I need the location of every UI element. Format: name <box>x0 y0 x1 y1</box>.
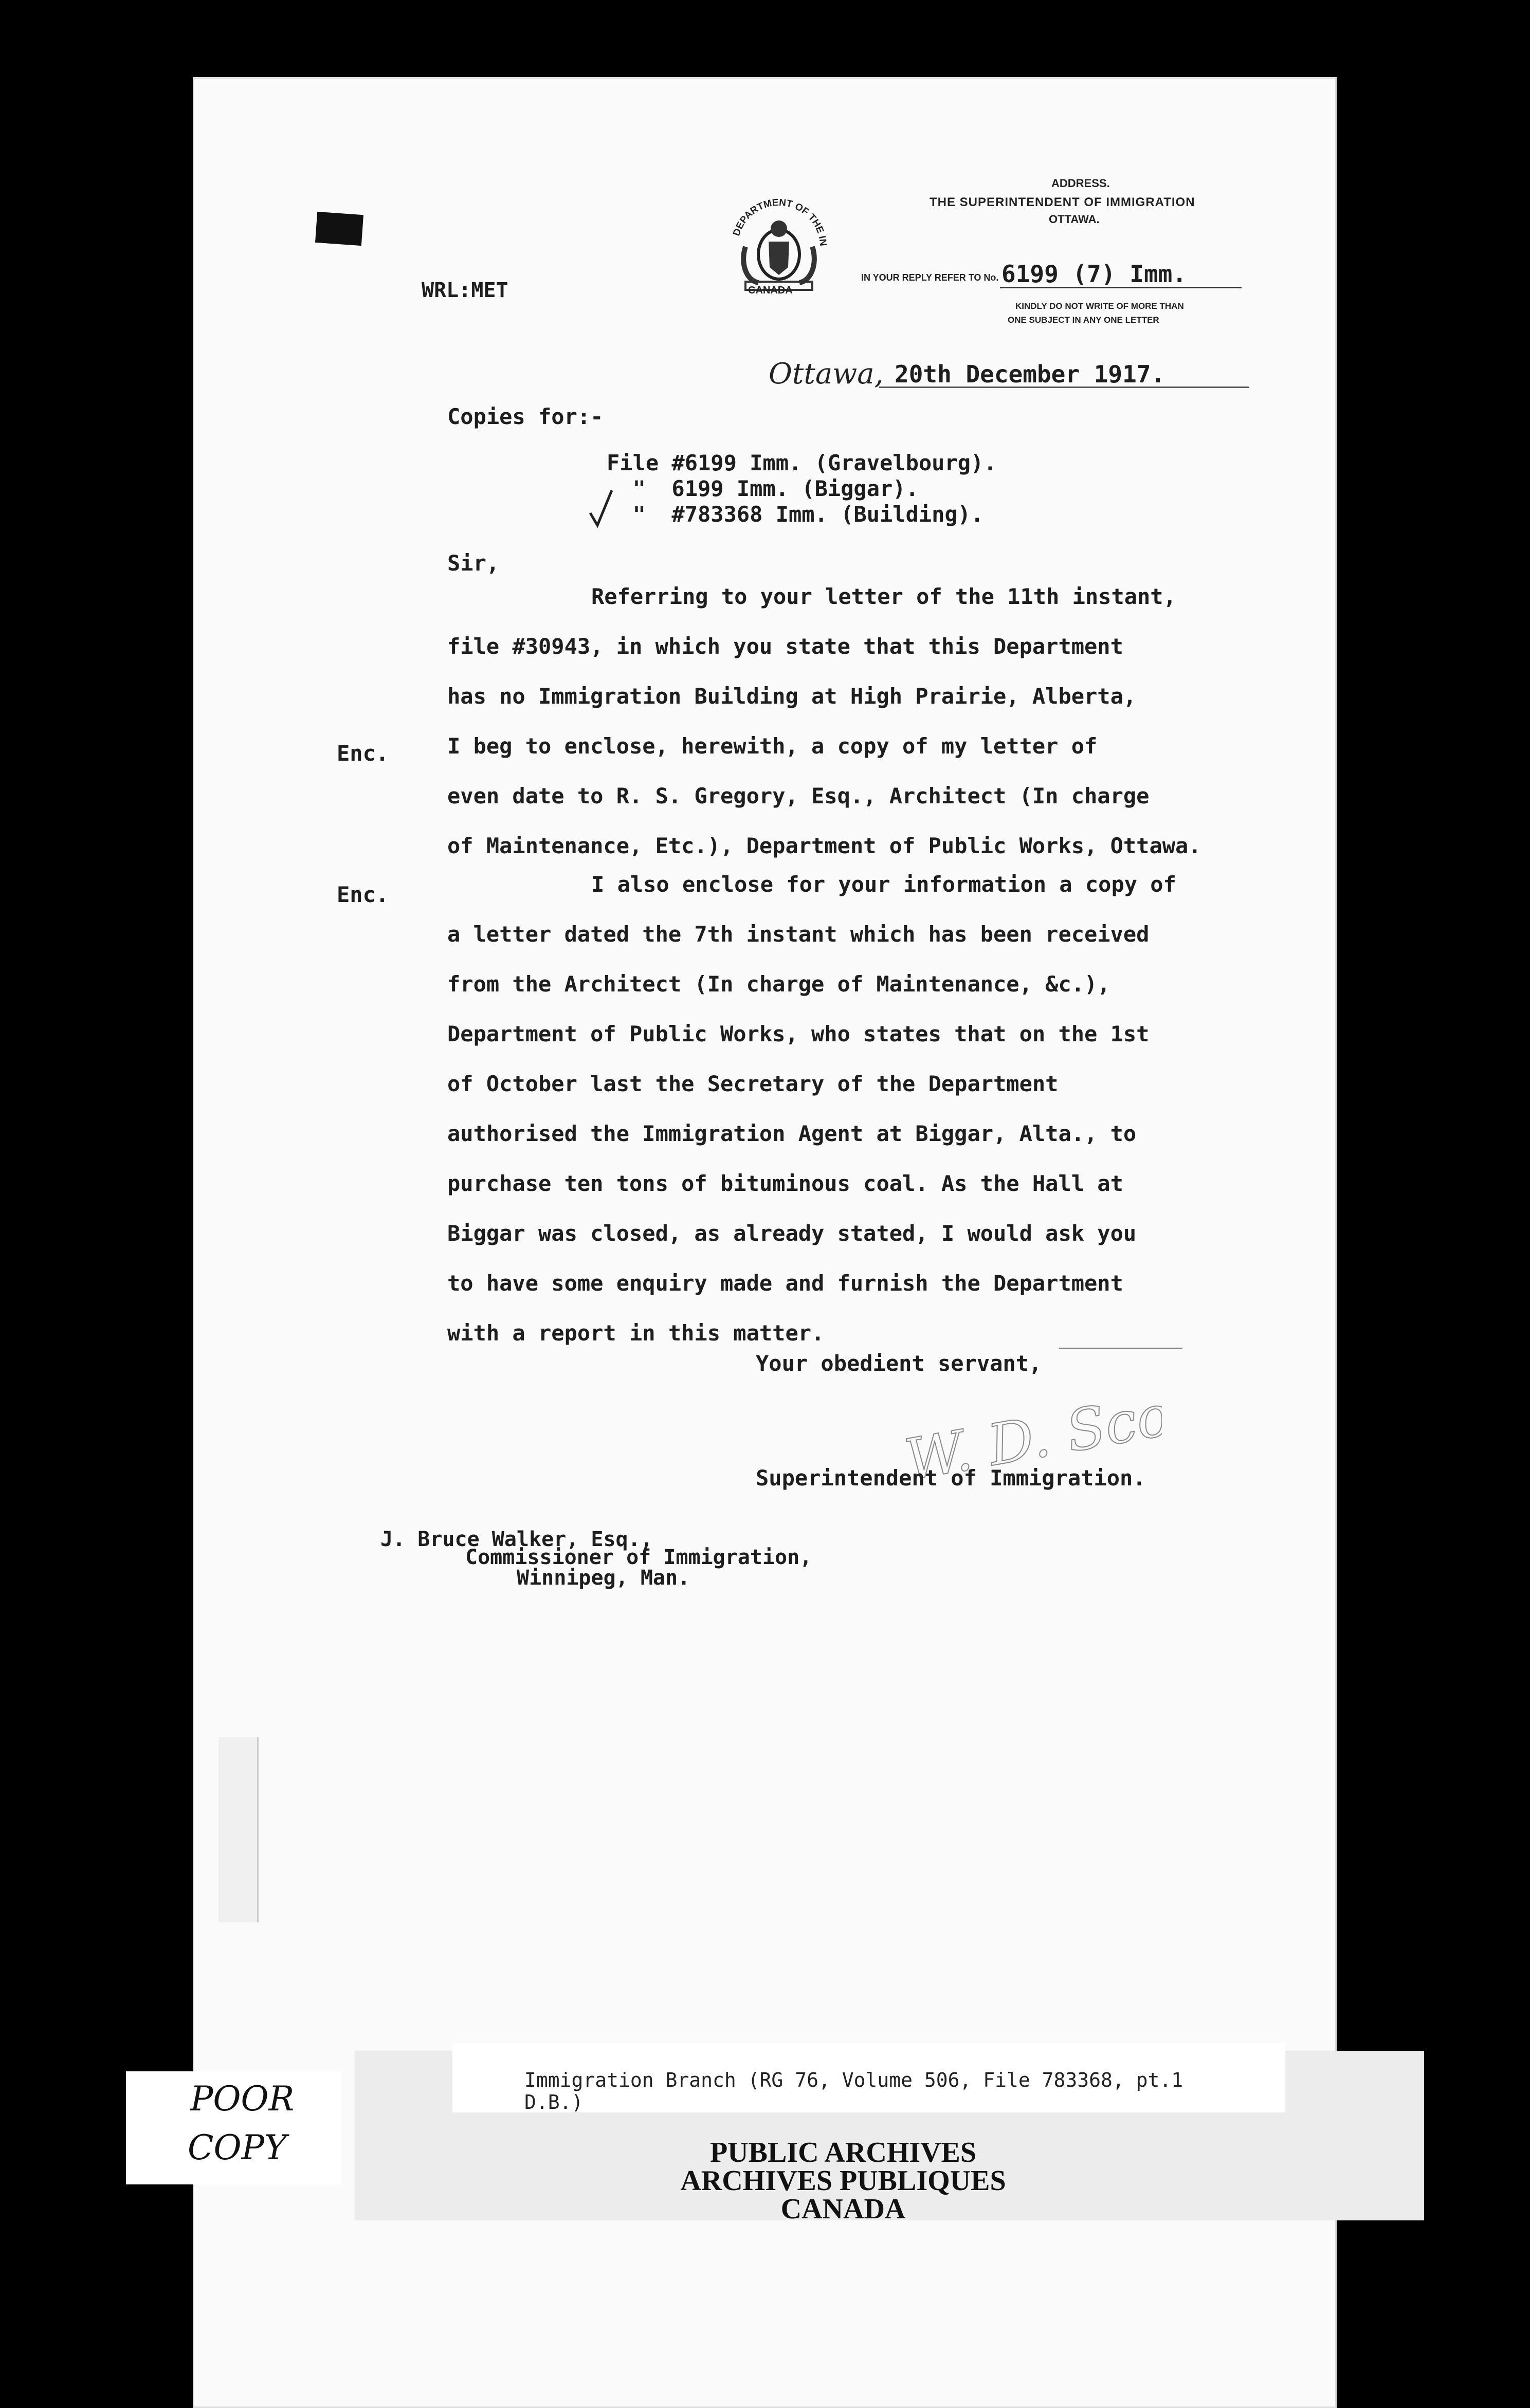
body-line-5: even date to R. S. Gregory, Esq., Architect (In charge <box>447 783 1150 808</box>
crest-top-text: DEPARTMENT OF THE IN <box>731 197 829 247</box>
letter-date: 20th December 1917. <box>895 360 1165 388</box>
addressee-line-3: Winnipeg, Man. <box>517 1566 690 1590</box>
body-line-3: has no Immigration Building at High Prairie, Alberta, <box>447 684 1137 709</box>
reply-refer-label: IN YOUR REPLY REFER TO No. <box>861 272 999 283</box>
addressee-line-1: J. Bruce Walker, Esq., <box>380 1528 653 1551</box>
salutation: Sir, <box>447 550 500 576</box>
body-line-16: with a report in this matter. <box>447 1320 825 1346</box>
date-underline <box>879 387 1249 388</box>
body-line-7: I also enclose for your information a copy of <box>591 872 1176 897</box>
svg-text:W. D. Scott: W. D. Scott <box>900 1383 1162 1485</box>
archive-stamp-line3: CANADA <box>780 2193 906 2225</box>
enc-marker-2: Enc. <box>337 882 389 907</box>
copies-heading: Copies for:- <box>447 404 604 429</box>
body-line-2: file #30943, in which you state that this Department <box>447 634 1123 659</box>
closing: Your obedient servant, <box>756 1351 1042 1376</box>
paper-edge-tab <box>218 1737 259 1922</box>
addressee-line-2: Commissioner of Immigration, <box>465 1546 812 1569</box>
check-mark-icon <box>586 488 617 531</box>
body-line-14: Biggar was closed, as already stated, I would ask you <box>447 1221 1137 1246</box>
reply-underline <box>1000 287 1242 288</box>
reply-reference-number: 6199 (7) Imm. <box>1001 260 1187 288</box>
crest-bottom-text: CANADA <box>748 285 793 296</box>
body-line-15: to have some enquiry made and furnish the Department <box>447 1271 1123 1296</box>
svg-text:DEPARTMENT OF THE INTERIOR <box>717 185 828 247</box>
body-line-4: I beg to enclose, herewith, a copy of my letter of <box>447 733 1098 759</box>
body-line-12: authorised the Immigration Agent at Biggar, Alta., to <box>447 1121 1137 1146</box>
address-line2: OTTAWA. <box>1049 213 1100 226</box>
address-line1: THE SUPERINTENDENT OF IMMIGRATION <box>930 195 1195 209</box>
notice-line1: KINDLY DO NOT WRITE OF MORE THAN <box>1015 301 1184 311</box>
closing-rule <box>1059 1348 1182 1349</box>
body-line-6: of Maintenance, Etc.), Department of Public Works, Ottawa. <box>447 833 1201 858</box>
body-line-1: Referring to your letter of the 11th instant, <box>591 584 1176 609</box>
body-line-10: Department of Public Works, who states that on the 1st <box>447 1021 1150 1046</box>
body-line-11: of October last the Secretary of the Department <box>447 1071 1059 1096</box>
body-line-9: from the Architect (In charge of Maintenance, &c.), <box>447 971 1110 997</box>
body-line-8: a letter dated the 7th instant which has been received <box>447 922 1150 947</box>
reference-initials: WRL:MET <box>422 279 508 302</box>
punch-mark <box>315 212 363 246</box>
address-label: ADDRESS. <box>1051 177 1110 190</box>
enc-marker-1: Enc. <box>337 741 389 766</box>
archive-reference-line2: D.B.) <box>524 2091 584 2113</box>
poor-copy-line1: POOR <box>190 2079 295 2119</box>
copies-line-3: " #783368 Imm. (Building). <box>607 502 984 527</box>
poor-copy-line2: COPY <box>188 2128 287 2167</box>
copies-line-1: File #6199 Imm. (Gravelbourg). <box>607 450 997 475</box>
body-line-13: purchase ten tons of bituminous coal. As the Hall at <box>447 1171 1123 1196</box>
archive-stamp-line1: PUBLIC ARCHIVES <box>709 2137 977 2168</box>
archive-stamp-line2: ARCHIVES PUBLIQUES <box>680 2165 1006 2197</box>
copies-line-2: " 6199 Imm. (Biggar). <box>607 476 919 501</box>
notice-line2: ONE SUBJECT IN ANY ONE LETTER <box>1008 315 1159 325</box>
date-place: Ottawa, <box>769 357 884 391</box>
signature-title: Superintendent of Immigration. <box>756 1465 1146 1491</box>
archive-reference-line1: Immigration Branch (RG 76, Volume 506, File 783368, pt.1 <box>524 2069 1183 2091</box>
